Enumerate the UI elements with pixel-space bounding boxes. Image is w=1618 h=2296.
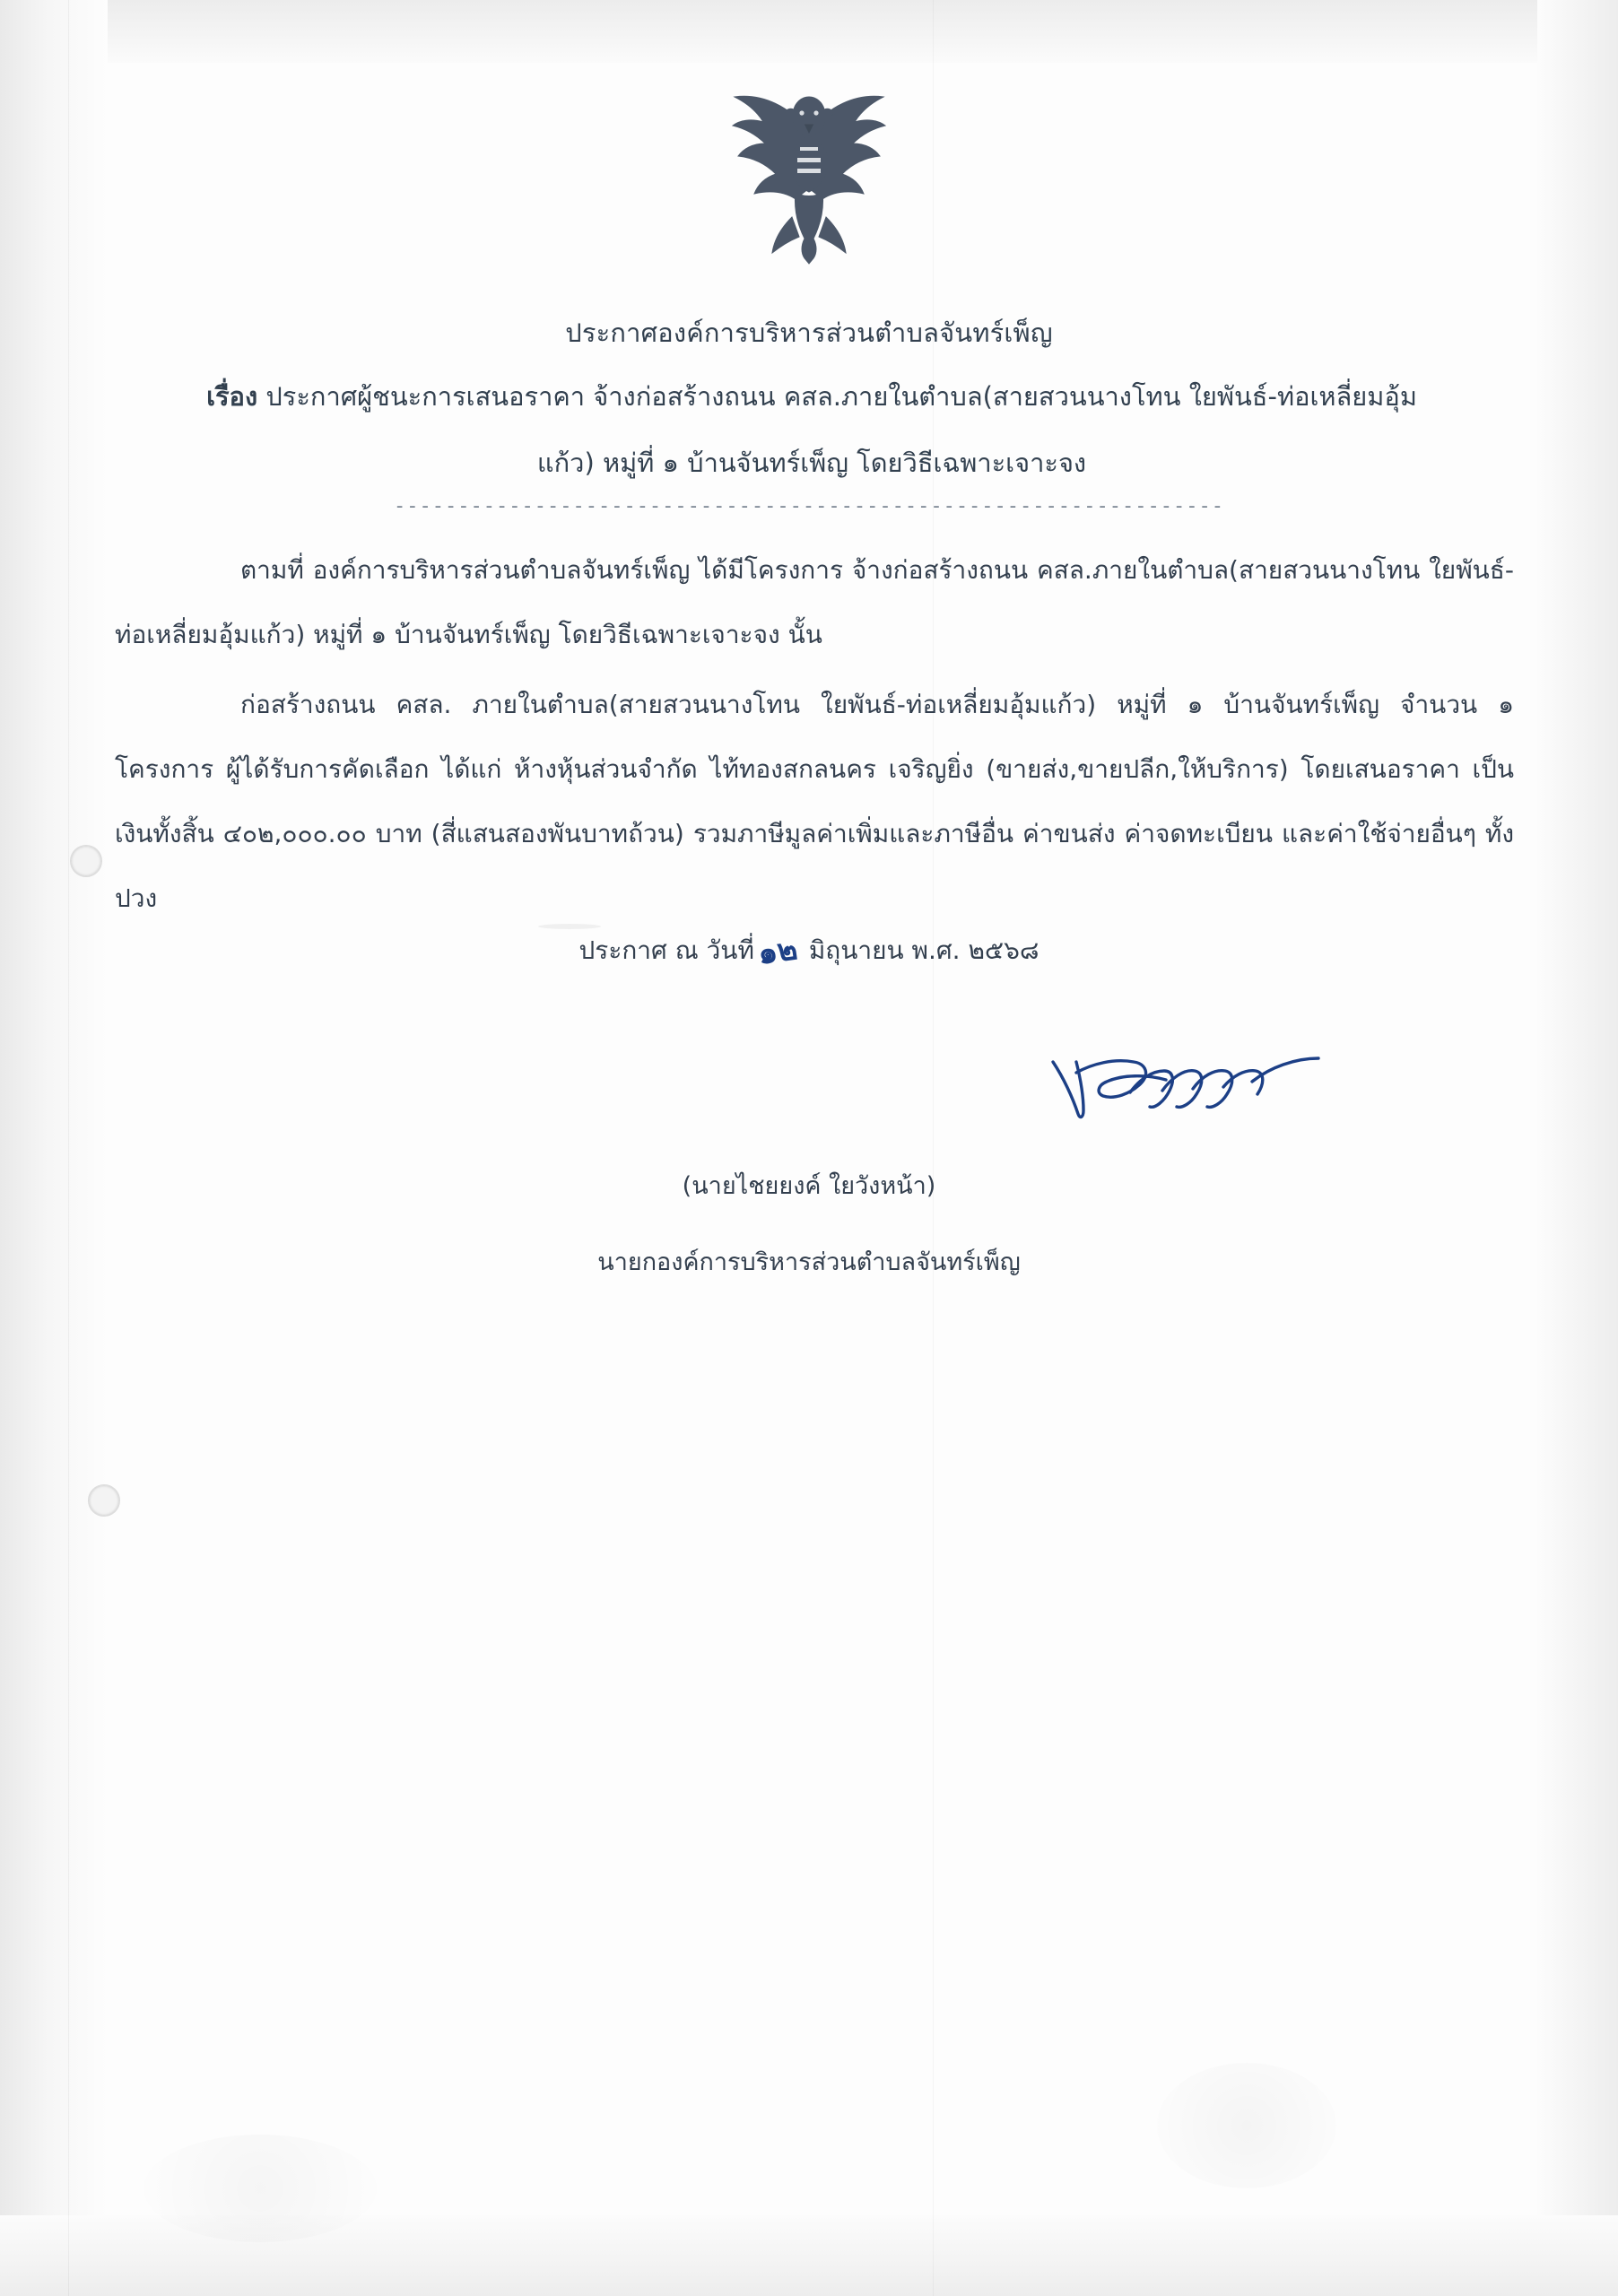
subject-line: [179, 363, 1444, 496]
garuda-emblem: [715, 81, 903, 274]
document-body: [115, 538, 1514, 931]
paragraph-1: [115, 538, 1514, 667]
scan-shading-top: [0, 0, 1618, 63]
subject-label: เรื่อง: [206, 381, 258, 412]
subject-text: ประกาศผู้ชนะการเสนอราคา จ้างก่อสร้างถนน คสล.ภายในตำบล(สายสวนนางโทน ใยพันธ์-ท่อเหลี่ยมอุ้มแก้ว) หมู่ที่ ๑ บ้านจันทร์เพ็ญ โดยวิธีเฉพาะเจาะจง: [265, 381, 1417, 478]
scan-shading-bottom: [0, 2215, 1618, 2296]
punch-hole: [88, 1484, 120, 1517]
paragraph-2: [115, 673, 1514, 931]
scan-smudge: [144, 2135, 377, 2242]
paragraph-1-text: ตามที่ องค์การบริหารส่วนตำบลจันทร์เพ็ญ ได้มีโครงการ จ้างก่อสร้างถนน คสล.ภายในตำบล(สายสวนนางโทน ใยพันธ์-ท่อเหลี่ยมอุ้มแก้ว) หมู่ที่ ๑ บ้านจันทร์เพ็ญ โดยวิธีเฉพาะเจาะจง นั้น: [115, 555, 1514, 649]
date-prefix: ประกาศ ณ วันที่: [578, 935, 754, 965]
handwritten-signature: [1040, 1031, 1336, 1148]
signature-block: [0, 1166, 1618, 1281]
signer-name: (นายไชยยงค์ ใยวังหน้า): [682, 1172, 936, 1200]
scan-smudge: [1157, 2063, 1336, 2188]
page-title: ประกาศองค์การบริหารส่วนตำบลจันทร์เพ็ญ: [565, 317, 1053, 348]
divider: -----------------------------------------------------------------: [394, 495, 1224, 517]
punch-hole: [70, 845, 102, 877]
paragraph-2-text: ก่อสร้างถนน คสล. ภายในตำบล(สายสวนนางโทน ใยพันธ์-ท่อเหลี่ยมอุ้มแก้ว) หมู่ที่ ๑ บ้านจันทร์เพ็ญ จำนวน ๑ โครงการ ผู้ได้รับการคัดเลือก ได้แก่ ห้างหุ้นส่วนจำกัด ไท้ทองสกลนคร เจริญยิ่ง (ขายส่ง,ขายปลีก,ให้บริการ) โดยเสนอราคา เป็นเงินทั้งสิ้น ๔๐๒,๐๐๐.๐๐ บาท (สี่แสนสองพันบาทถ้วน) รวมภาษีมูลค่าเพิ่มและภาษีอื่น ค่าขนส่ง ค่าจดทะเบียน และค่าใช้จ่ายอื่นๆ ทั้งปวง: [115, 690, 1514, 913]
signer-position: นายกองค์การบริหารส่วนตำบลจันทร์เพ็ญ: [597, 1248, 1021, 1276]
handwritten-day: ๑๒: [755, 931, 800, 972]
announcement-date: [0, 924, 1618, 972]
date-month-year: มิถุนายน พ.ศ. ๒๕๖๘: [808, 935, 1040, 965]
